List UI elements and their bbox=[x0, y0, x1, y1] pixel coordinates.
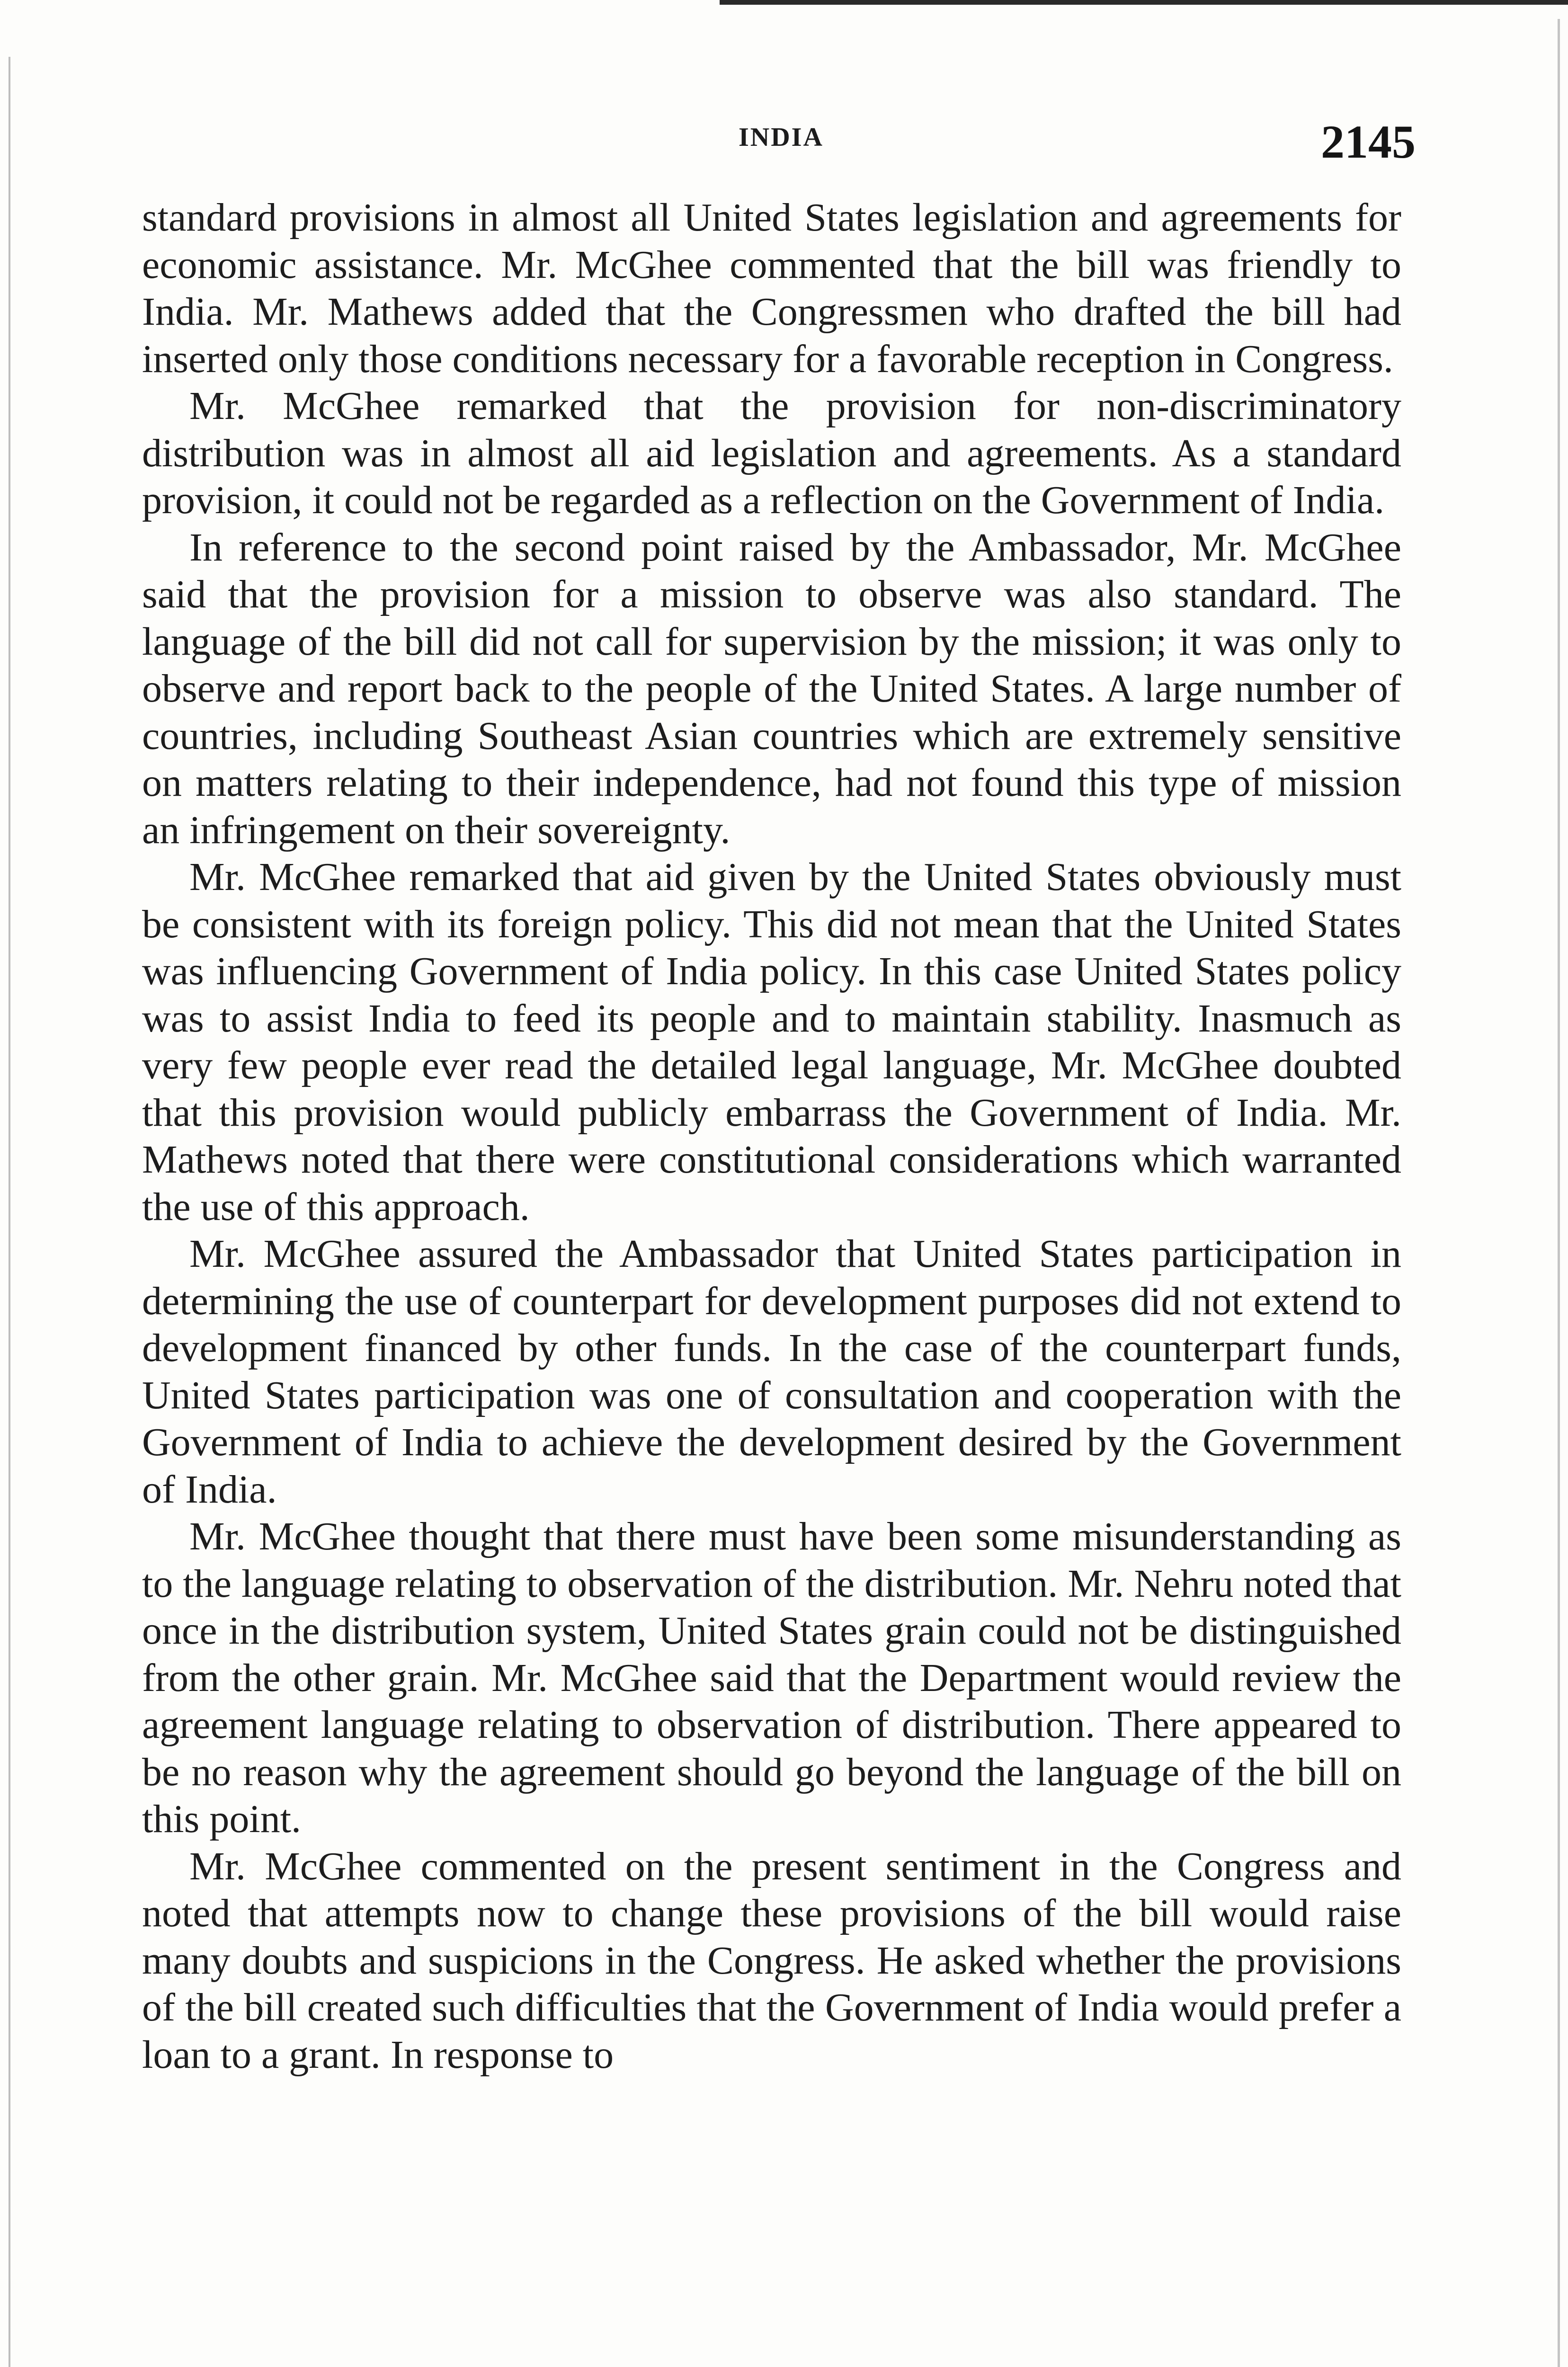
paragraph-1: standard provisions in almost all United States legislation and agreements for economic assistance. Mr. McGhee commented that the bill was friendly to India. Mr. Mathews added that the Congressmen who drafted the bill had inserted only those conditions necessary for a favorable reception in Congress. bbox=[142, 196, 1401, 381]
paragraph-2: Mr. McGhee remarked that the provision for non-discriminatory distribution was in almost all aid legislation and agreements. As a standard provision, it could not be regarded as a reflection on the Government of India. bbox=[142, 384, 1401, 522]
paragraph-6: Mr. McGhee thought that there must have been some misunderstanding as to the language relating to observation of the distribution. Mr. Nehru noted that once in the distribution system, United States grain could not be distinguished from the other grain. Mr. McGhee said that the Department would review the agreement language relating to observation of distribution. There appeared to be no reason why the agreement should go beyond the language of the bill on this point. bbox=[142, 1514, 1401, 1841]
paragraph-3: In reference to the second point raised by the Ambassador, Mr. McGhee said that the provision for a mission to observe was also standard. The language of the bill did not call for supervision by the mission; it was only to observe and report back to the people of the United States. A large number of countries, including Southeast Asian countries which are extremely sensitive on matters relating to their independence, had not found this type of mission an infringement on their sovereignty. bbox=[142, 525, 1401, 852]
running-head: INDIA bbox=[739, 123, 824, 152]
right-page-edge bbox=[1558, 19, 1560, 2367]
page-number: 2145 bbox=[1321, 116, 1416, 168]
paragraph-4: Mr. McGhee remarked that aid given by the United States obviously must be consistent with its foreign policy. This did not mean that the United States was influencing Government of India policy. In this case United States policy was to assist India to feed its people and to maintain stability. Inasmuch as very few people ever read the detailed legal language, Mr. McGhee doubted that this provision would publicly embarrass the Government of India. Mr. Mathews noted that there were constitutional considerations which warranted the use of this approach. bbox=[142, 855, 1401, 1229]
left-page-edge bbox=[9, 57, 10, 2367]
top-edge-rule bbox=[720, 0, 1568, 5]
page-header bbox=[142, 117, 1416, 169]
paragraph-7: Mr. McGhee commented on the present sentiment in the Congress and noted that attempts now to change these provisions of the bill would raise many doubts and suspicions in the Congress. He asked whether the provisions of the bill created such difficulties that the Government of India would prefer a loan to a grant. In response to bbox=[142, 1844, 1401, 2077]
paragraph-5: Mr. McGhee assured the Ambassador that United States participation in determining the use of counterpart for development purposes did not extend to development financed by other funds. In the case of the counterpart funds, United States participation was one of consultation and cooperation with the Government of India to achieve the development desired by the Government of India. bbox=[142, 1232, 1401, 1512]
body-text bbox=[142, 194, 1401, 2078]
